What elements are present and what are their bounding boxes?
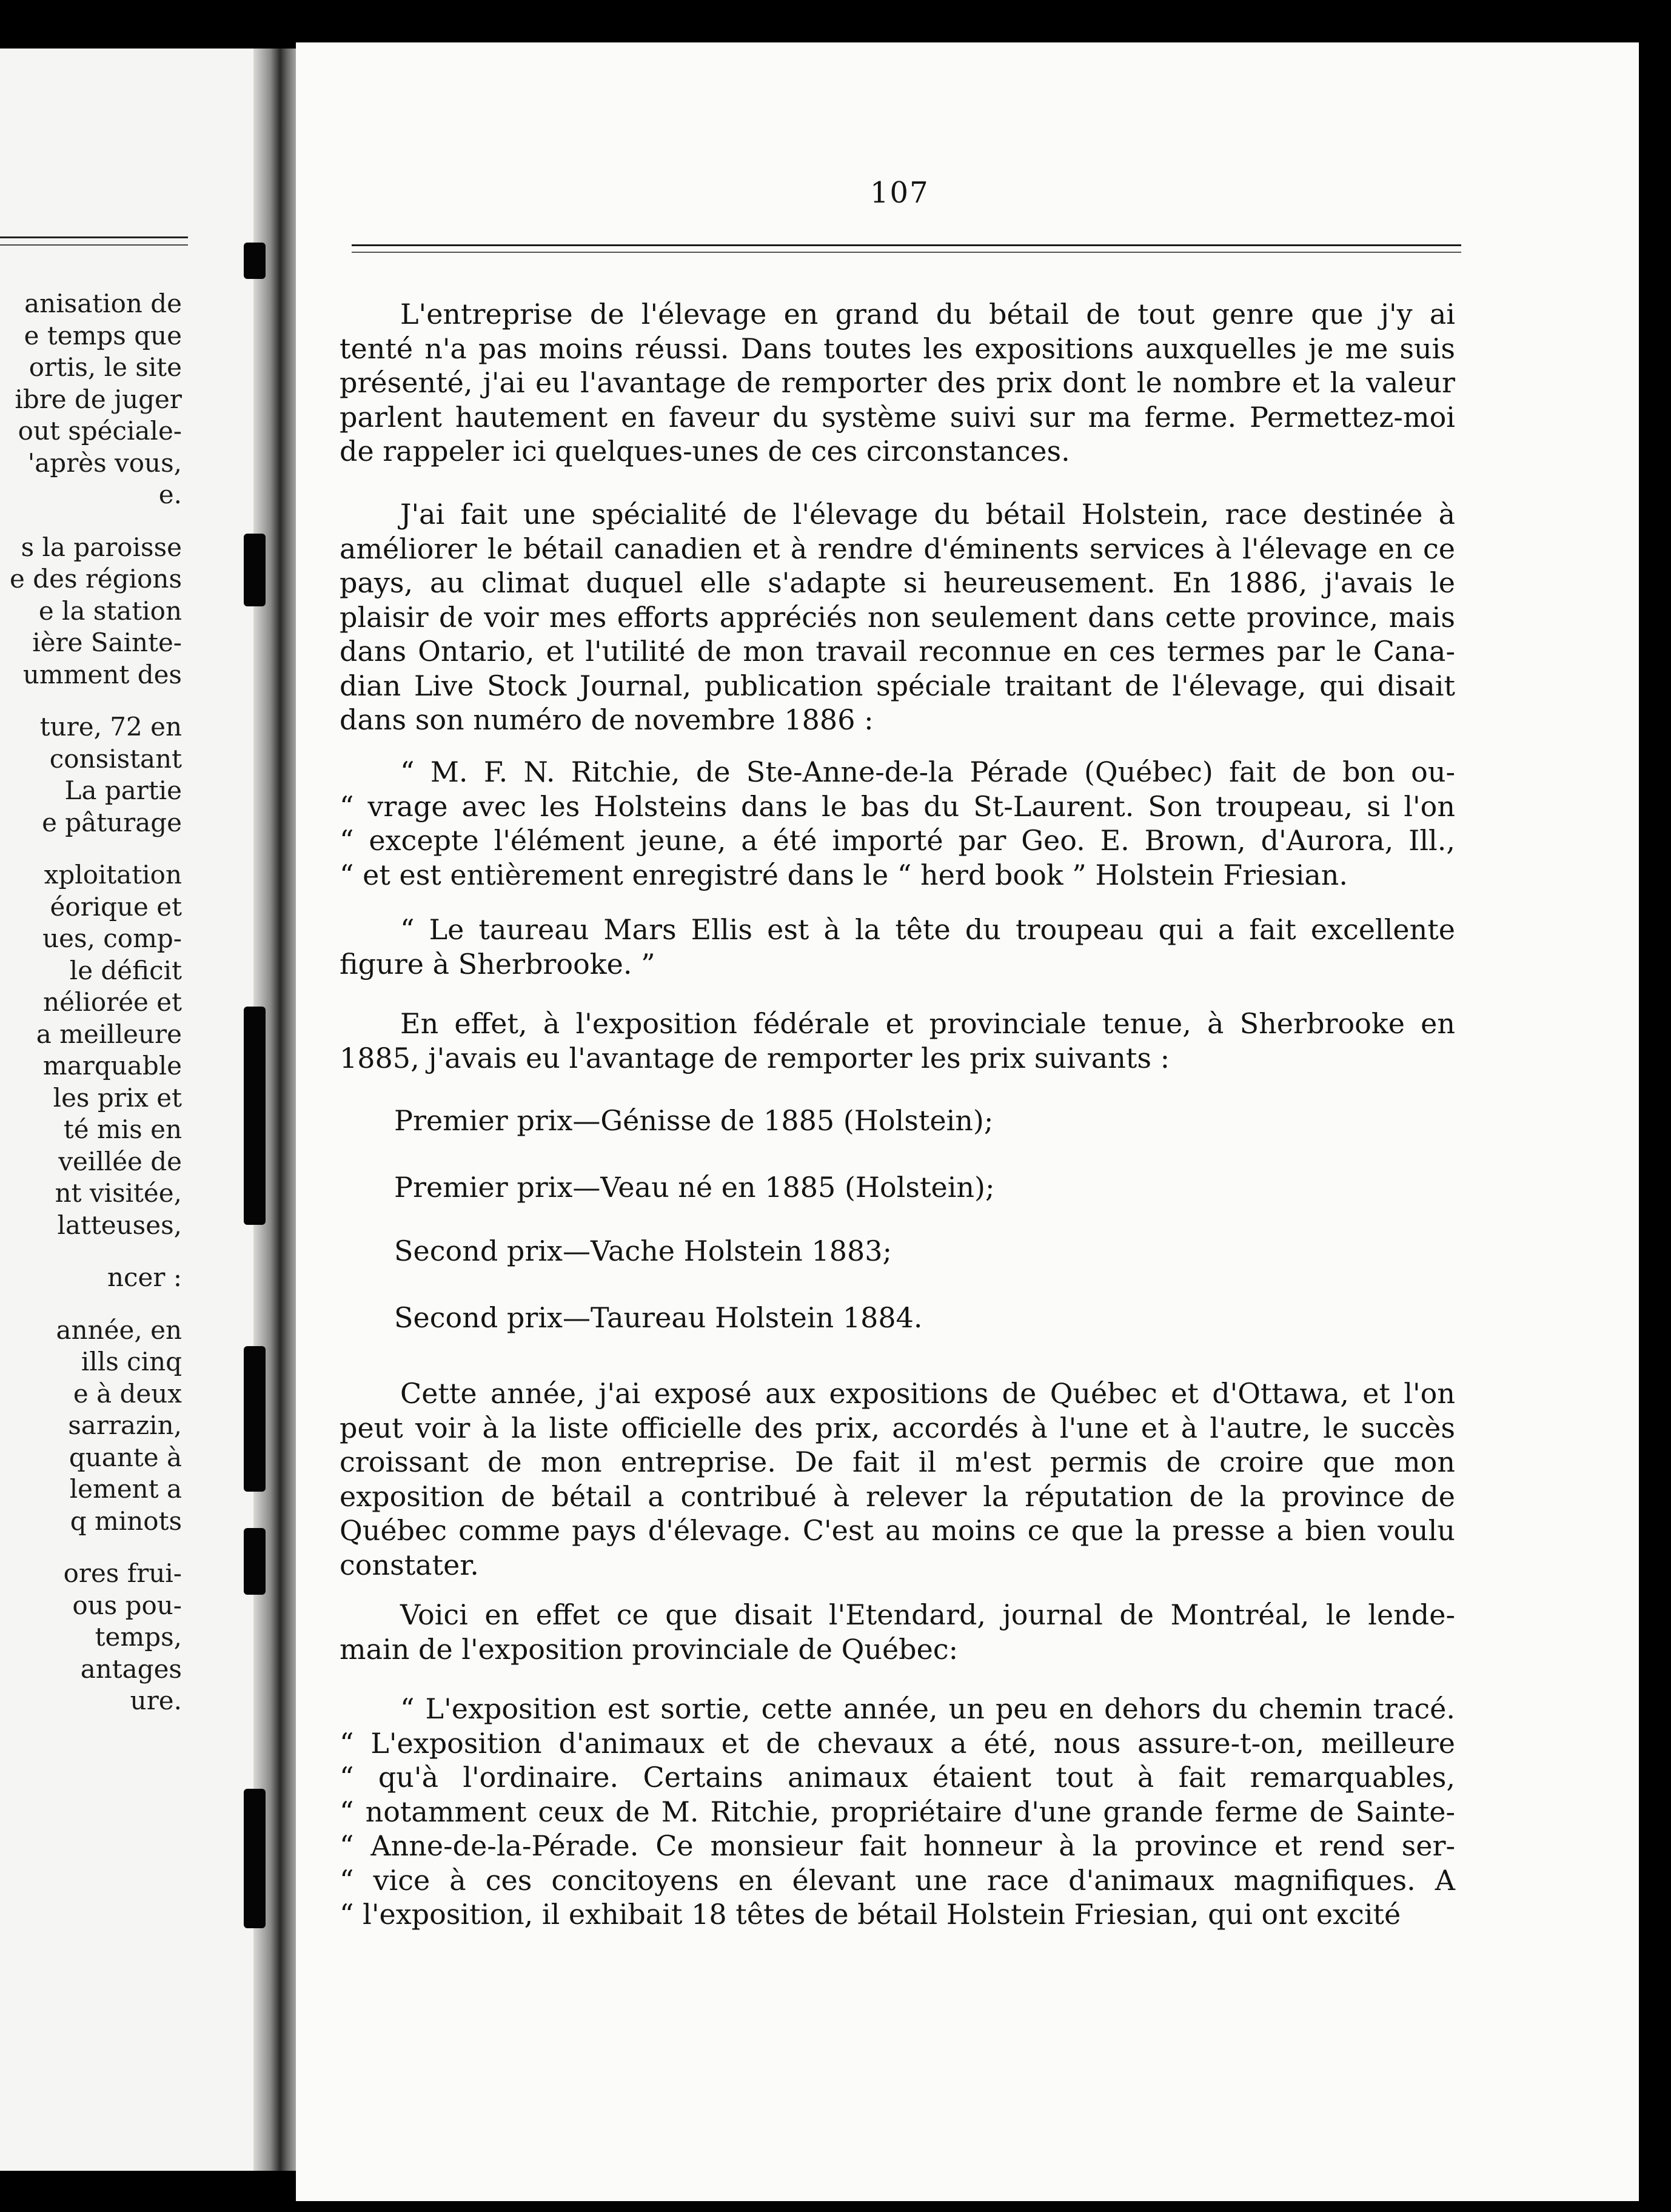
binding-stitch: [244, 1855, 266, 1910]
paragraph-line: peut voir à la liste officielle des prix, accordés à l'une et à l'autre, le succès: [340, 1411, 1455, 1444]
paragraph-line: pays, au climat duquel elle s'adapte si heureusement. En 1886, j'avais le: [340, 566, 1455, 599]
left-page-line: ncer :: [107, 1262, 182, 1292]
paragraph-line: dans Ontario, et l'utilité de mon travail reconnue en ces termes par le Cana-: [340, 635, 1455, 668]
scan-border: [1639, 42, 1671, 2201]
left-page-line: ues, comp-: [42, 923, 182, 953]
left-page-line: marquable: [42, 1051, 182, 1081]
left-page-line: néliorée et: [43, 987, 182, 1017]
paragraph-line: “ Le taureau Mars Ellis est à la tête du troupeau qui a fait excellente: [400, 913, 1455, 946]
prize-list-item: Premier prix—Veau né en 1885 (Holstein);: [394, 1171, 995, 1204]
left-page-line: e à deux: [73, 1378, 182, 1409]
paragraph-line: “ l'exposition, il exhibait 18 têtes de bétail Holstein Friesian, qui ont excité: [340, 1898, 1401, 1931]
left-page-line: ortis, le site: [28, 352, 182, 382]
previous-page-fragment: [0, 49, 261, 2171]
left-page-rule: [0, 236, 188, 246]
left-page-line: s la paroisse: [21, 532, 182, 562]
paragraph-line: de rappeler ici quelques-unes de ces circonstances.: [340, 435, 1070, 468]
header-rule-thin: [352, 252, 1461, 253]
paragraph-line: “ qu'à l'ordinaire. Certains animaux étaient tout à fait remarquables,: [340, 1761, 1455, 1794]
left-page-line: temps,: [95, 1622, 182, 1652]
paragraph-line: Voici en effet ce que disait l'Etendard, journal de Montréal, le lende-: [400, 1598, 1455, 1631]
paragraph-line: “ notamment ceux de M. Ritchie, propriétaire d'une grande ferme de Sainte-: [340, 1795, 1455, 1828]
paragraph-line: Cette année, j'ai exposé aux expositions de Québec et d'Ottawa, et l'on: [400, 1377, 1455, 1410]
left-page-line: ibre de juger: [15, 384, 182, 414]
left-page-line: a meilleure: [36, 1019, 182, 1049]
paragraph-line: Québec comme pays d'élevage. C'est au moins ce que la presse a bien voulu: [340, 1514, 1455, 1547]
left-page-line: e la station: [38, 595, 182, 626]
binding-stitch: [244, 1091, 266, 1225]
binding-stitch: [244, 1419, 266, 1492]
left-page-line: La partie: [64, 776, 182, 805]
paragraph-line: main de l'exposition provinciale de Québec:: [340, 1632, 959, 1666]
left-page-line: q minots: [70, 1506, 182, 1536]
paragraph-line: “ Anne-de-la-Pérade. Ce monsieur fait honneur à la province et rend ser-: [340, 1829, 1455, 1862]
left-page-line: les prix et: [53, 1082, 182, 1113]
left-page-line: e pâturage: [42, 807, 182, 837]
paragraph-line: J'ai fait une spécialité de l'élevage du bétail Holstein, race destinée à: [400, 498, 1455, 531]
binding-stitch: [244, 243, 266, 279]
left-page-line: quante à: [69, 1442, 182, 1472]
left-page-line: out spéciale-: [18, 416, 182, 446]
paragraph-line: En effet, à l'exposition fédérale et provinciale tenue, à Sherbrooke en: [400, 1007, 1455, 1040]
paragraph-line: exposition de bétail a contribué à relever la réputation de la province de: [340, 1480, 1455, 1513]
paragraph-line: “ M. F. N. Ritchie, de Ste-Anne-de-la Pérade (Québec) fait de bon ou-: [400, 756, 1455, 788]
paragraph-line: dans son numéro de novembre 1886 :: [340, 703, 874, 736]
paragraph-line: L'entreprise de l'élevage en grand du bétail de tout genre que j'y ai: [400, 298, 1455, 330]
page-number: 107: [870, 176, 929, 210]
left-page-line: ure.: [130, 1686, 182, 1715]
left-page-line: 'après vous,: [27, 447, 182, 478]
header-rule: [352, 244, 1461, 246]
left-page-line: latteuses,: [57, 1210, 182, 1240]
left-page-line: ores frui-: [63, 1558, 182, 1588]
binding-stitch: [244, 534, 266, 606]
paragraph-line: améliorer le bétail canadien et à rendre d'éminents services à l'élevage en ce: [340, 532, 1455, 565]
paragraph-line: 1885, j'avais eu l'avantage de remporter les prix suivants :: [340, 1041, 1170, 1074]
left-page-line: veillée de: [58, 1146, 182, 1176]
paragraph-line: dian Live Stock Journal, publication spéciale traitant de l'élevage, qui disait: [340, 669, 1455, 702]
left-page-line: umment des: [22, 659, 182, 689]
left-page-line: le déficit: [69, 955, 182, 985]
paragraph-line: figure à Sherbrooke. ”: [340, 947, 655, 980]
paragraph-line: plaisir de voir mes efforts appréciés non seulement dans cette province, mais: [340, 600, 1455, 634]
left-page-line: ills cinq: [81, 1347, 182, 1376]
paragraph-line: tenté n'a pas moins réussi. Dans toutes les expositions auxquelles je me suis: [340, 332, 1455, 365]
paragraph-line: “ et est entièrement enregistré dans le “ herd book ” Holstein Friesian.: [340, 858, 1348, 891]
left-page-line: té mis en: [63, 1114, 182, 1144]
paragraph-line: “ vice à ces concitoyens en élevant une race d'animaux magnifiques. A: [340, 1863, 1455, 1897]
left-page-line: nt visitée,: [55, 1178, 182, 1208]
left-page-line: e des régions: [10, 564, 182, 594]
left-page-line: e.: [158, 480, 182, 509]
left-page-line: antages: [80, 1654, 182, 1684]
left-page-line: e temps que: [24, 320, 182, 350]
paragraph-line: “ excepte l'élément jeune, a été importé par Geo. E. Brown, d'Aurora, Ill.,: [340, 824, 1455, 857]
prize-list-item: Premier prix—Génisse de 1885 (Holstein);: [394, 1104, 994, 1137]
left-page-line: année, en: [56, 1315, 182, 1345]
left-page-line: lement a: [69, 1474, 182, 1504]
left-page-line: consistant: [49, 743, 182, 774]
left-page-line: sarrazin,: [68, 1410, 182, 1440]
binding-stitch: [244, 1528, 266, 1595]
left-page-line: ture, 72 en: [39, 712, 182, 742]
prize-list-item: Second prix—Vache Holstein 1883;: [394, 1235, 892, 1267]
left-page-line: ière Sainte-: [32, 628, 182, 657]
prize-list-item: Second prix—Taureau Holstein 1884.: [394, 1301, 923, 1334]
paragraph-line: présenté, j'ai eu l'avantage de remporter des prix dont le nombre et la valeur: [340, 366, 1455, 399]
left-page-line: xploitation: [44, 860, 182, 890]
left-page-line: éorique et: [50, 891, 182, 922]
paragraph-line: parlent hautement en faveur du système suivi sur ma ferme. Permettez-moi: [340, 400, 1455, 434]
paragraph-line: “ L'exposition est sortie, cette année, un peu en dehors du chemin tracé.: [400, 1692, 1455, 1725]
left-page-line: anisation de: [24, 289, 182, 318]
paragraph-line: “ L'exposition d'animaux et de chevaux a été, nous assure-t-on, meilleure: [340, 1726, 1455, 1760]
paragraph-line: croissant de mon entreprise. De fait il m'est permis de croire que mon: [340, 1446, 1455, 1478]
paragraph-line: “ vrage avec les Holsteins dans le bas du St-Laurent. Son troupeau, si l'on: [340, 789, 1455, 823]
binding-stitch: [244, 1007, 266, 1098]
left-page-line: ous pou-: [72, 1590, 182, 1620]
paragraph-line: constater.: [340, 1548, 479, 1581]
